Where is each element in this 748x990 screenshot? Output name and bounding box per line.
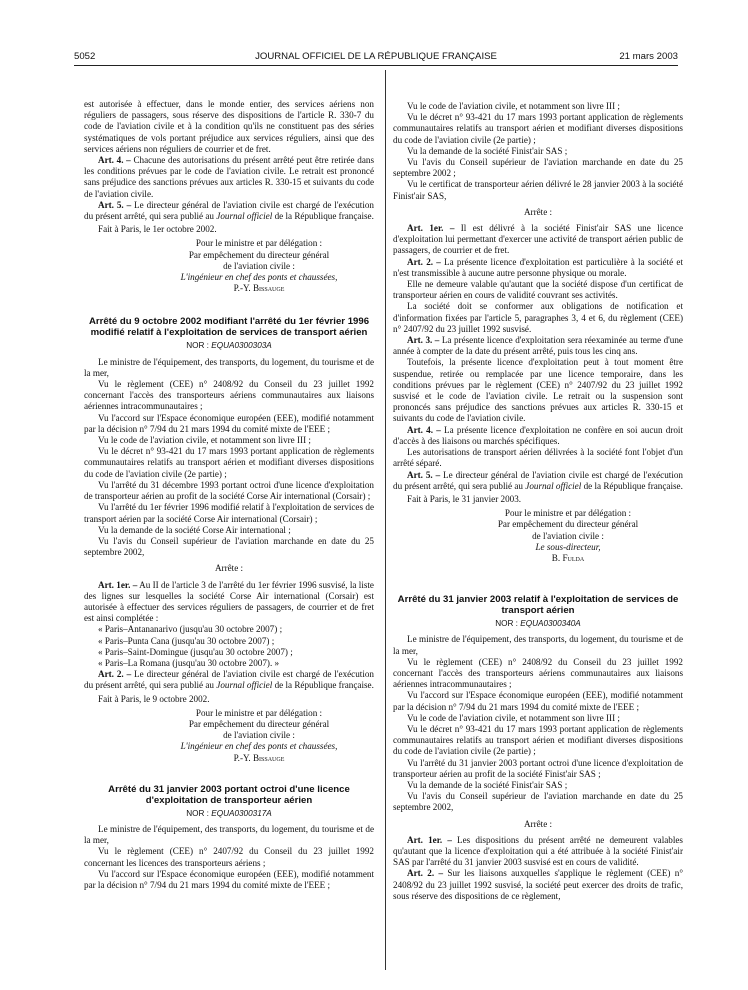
paragraph: Les autorisations de transport aérien délivrées à la société font l'objet d'un arrêté séparé. — [393, 447, 683, 469]
visa-paragraph: Vu le certificat de transporteur aérien délivré le 28 janvier 2003 à la société Finist'air SAS, — [393, 179, 683, 201]
visa-paragraph: Vu l'accord sur l'Espace économique européen (EEE), modifié notamment par la décision n° 7/94 du 21 mars 1994 du comité mixte de l'EEE ; — [84, 412, 374, 434]
left-column — [84, 99, 374, 891]
nor-code: EQUA0300340A — [520, 619, 581, 629]
article-4 — [84, 155, 374, 200]
visas-list — [84, 824, 374, 891]
visas-list — [393, 101, 683, 202]
visas-list — [84, 357, 374, 559]
right-column — [393, 101, 683, 902]
signatory-name: B. Fulda — [551, 552, 585, 563]
journal-officiel-ref: Journal officiel — [216, 680, 273, 691]
article-3 — [393, 335, 683, 357]
decree-title: Arrêté du 31 janvier 2003 portant octroi d'une licence d'exploitation de transporteur aérien — [108, 783, 350, 806]
article-text: Le directeur général de l'aviation civile est chargé de l'exécution du présent arrêté, qui sera publié au — [84, 199, 374, 222]
visa-paragraph: Vu la demande de la société Finist'air SAS ; — [407, 779, 568, 790]
article-text: Le directeur général de l'aviation civile est chargé de l'exécution du présent arrêté, qui sera publié au — [393, 469, 683, 491]
nor-reference — [84, 808, 374, 819]
article-text: La présente licence d'exploitation ne confère en soi aucun droit d'accès à des liaisons ou marchés spécifiques. — [393, 424, 683, 446]
route-item: « Paris–Antananarivo (jusqu'au 30 octobre 2007) ; — [98, 624, 283, 635]
signatory-name: P.-Y. Bissauge — [233, 752, 285, 763]
visa-paragraph: Vu la demande de la société Corse Air international ; — [98, 524, 291, 535]
article-2 — [84, 669, 374, 691]
visa-paragraph: Vu le règlement (CEE) n° 2408/92 du Conseil du 23 juillet 1992 concernant l'accès des transporteurs aériens communautaires aux liaisons aériennes intracommunautaires ; — [84, 379, 374, 412]
visa-paragraph: Vu la demande de la société Finist'air SAS ; — [407, 145, 568, 156]
visa-paragraph: Vu l'avis du Conseil supérieur de l'aviation marchande en date du 25 septembre 2002 ; — [393, 157, 683, 179]
article-text: Il est délivré à la société Finist'air SAS une licence d'exploitation lui permettant d'exercer une activité de transport aérien public de passagers, de courrier et de fret. — [393, 223, 683, 256]
article-4 — [393, 425, 683, 447]
visa-paragraph: Vu l'arrêté du 31 janvier 2003 portant octroi d'une licence d'exploitation de transporteur aérien au profit de la société Finist'air SAS ; — [393, 757, 683, 779]
routes-list — [84, 624, 374, 669]
journal-title: JOURNAL OFFICIEL DE LA RÉPUBLIQUE FRANÇAISE — [255, 51, 497, 62]
article-5 — [393, 470, 683, 492]
article-label: Art. 1er. – — [98, 579, 138, 590]
journal-officiel-ref: Journal officiel — [216, 211, 273, 222]
signature-line: Par empêchement du directeur général — [188, 718, 330, 729]
nor-label: NOR : — [495, 619, 521, 629]
signature-line: de l'aviation civile : — [223, 260, 295, 271]
article-label: Art. 2. – — [407, 256, 441, 267]
decree-title: Arrêté du 31 janvier 2003 relatif à l'exploitation de services de transport aérien — [397, 594, 679, 617]
paragraph: La société doit se conformer aux obligations de notification et d'information fixées par l'article 5, paragraphes 3, 4 et 6, du règlement (CEE) n° 2407/92 du 23 juillet 1992 susvisé. — [393, 301, 683, 334]
article-label: Art. 3. – — [407, 335, 440, 346]
signature-block — [144, 238, 374, 294]
visa-paragraph: Le ministre de l'équipement, des transports, du logement, du tourisme et de la mer, — [393, 634, 683, 656]
visa-paragraph: Le ministre de l'équipement, des transports, du logement, du tourisme et de la mer, — [84, 823, 374, 846]
page-header — [74, 51, 678, 65]
article-text: La présente licence d'exploitation est particulière à la société et n'est transmissible à aucune autre personne physique ou morale. — [393, 256, 683, 278]
route-item: « Paris–Punta Cana (jusqu'au 30 octobre 2007) ; — [98, 635, 275, 646]
nor-reference — [84, 340, 374, 351]
article-1 — [393, 223, 683, 257]
fait-a-paris: Fait à Paris, le 1er octobre 2002. — [98, 224, 217, 235]
signature-block — [144, 708, 374, 764]
route-item: « Paris–Saint-Domingue (jusqu'au 30 octobre 2007) ; — [98, 646, 293, 657]
article-label: Art. 4. – — [98, 155, 131, 166]
article-text: La présente licence d'exploitation sera réexaminée au terme d'une année à compter de la date du présent arrêté, puis tous les cinq ans. — [393, 335, 683, 357]
signatory-name: P.-Y. Bissauge — [233, 283, 285, 294]
journal-officiel-ref: Journal officiel — [525, 480, 582, 491]
article-label: Art. 1er. – — [407, 834, 452, 845]
fait-a-paris: Fait à Paris, le 31 janvier 2003. — [407, 493, 522, 504]
signature-line: Pour le ministre et par délégation : — [195, 238, 323, 249]
visa-paragraph: Vu le code de l'aviation civile, et notamment son livre III ; — [407, 712, 620, 723]
visa-paragraph: Vu l'accord sur l'Espace économique européen (EEE), modifié notamment par la décision n° 7/94 du 21 mars 1994 du comité mixte de l'EEE ; — [84, 868, 374, 890]
article-text: Chacune des autorisations du présent arrêté peut être retirée dans les conditions prévues par le code de l'aviation civile. Le retrait est prononcé sans préjudice des sanctions prévues aux articles R. 330-15 et suivants du code de l'aviation civile. — [84, 155, 374, 199]
header-rule — [74, 65, 678, 66]
nor-label: NOR : — [186, 808, 212, 818]
article-text: Au II de l'article 3 de l'arrêté du 1er février 1996 susvisé, la liste des lignes sur lesquelles la société Corse Air international (Corsair) est autorisée à effectuer des services réguliers de passagers, de courrier et de fret est ainsi complétée : — [84, 579, 374, 624]
article-text: Le directeur général de l'aviation civile est chargé de l'exécution du présent arrêté, qui sera publié au — [84, 669, 374, 691]
signature-line: de l'aviation civile : — [223, 730, 295, 741]
article-text: Sur les liaisons auxquelles s'applique le règlement (CEE) n° 2408/92 du 23 juillet 1992 susvisé, la société peut exercer des droits de trafic, sous réserve des dispositions de ce règlement, — [393, 868, 683, 901]
signature-line: Par empêchement du directeur général — [497, 519, 639, 530]
visa-paragraph: Vu le décret n° 93-421 du 17 mars 1993 portant application de règlements communautaires relatifs au transport aérien et modifiant diverses dispositions du code de l'aviation civile (2e partie) ; — [393, 723, 683, 757]
signature-line: Par empêchement du directeur général — [188, 249, 330, 260]
nor-label: NOR : — [186, 341, 212, 351]
article-1 — [393, 835, 683, 869]
arrete-heading: Arrête : — [523, 818, 553, 829]
article-label: Art. 5. – — [98, 199, 132, 210]
visa-paragraph: Vu l'arrêté du 1er février 1996 modifié relatif à l'exploitation de services de transport aérien par la société Corse Air international (Corsair) ; — [84, 502, 374, 524]
signature-title: L'ingénieur en chef des ponts et chaussées, — [180, 741, 338, 752]
visa-paragraph: Vu l'accord sur l'Espace économique européen (EEE), modifié notamment par la décision n° 7/94 du 21 mars 1994 du comité mixte de l'EEE ; — [393, 690, 683, 712]
visa-paragraph: Vu le décret n° 93-421 du 17 mars 1993 portant application de règlements communautaires relatifs au transport aérien et modifiant diverses dispositions du code de l'aviation civile (2e partie) ; — [84, 446, 374, 479]
visas-list — [393, 634, 683, 813]
visa-paragraph: Vu le règlement (CEE) n° 2408/92 du Conseil du 23 juillet 1992 concernant l'accès des transporteurs aériens communautaires aux liaisons aériennes intracommunautaires ; — [393, 656, 683, 690]
issue-date: 21 mars 2003 — [619, 51, 678, 62]
nor-code: EQUA0300317A — [211, 808, 272, 818]
paragraph: Elle ne demeure valable qu'autant que la société dispose d'un certificat de transporteur aérien en cours de validité couvrant ses activités. — [393, 279, 683, 301]
nor-code: EQUA0300303A — [211, 341, 272, 351]
article-text: de la République française. — [581, 480, 683, 491]
page-number: 5052 — [74, 51, 96, 62]
visa-paragraph: Le ministre de l'équipement, des transports, du logement, du tourisme et de la mer, — [84, 356, 374, 378]
route-item: « Paris–La Romana (jusqu'au 30 octobre 2007). » — [98, 657, 280, 668]
nor-reference — [393, 618, 683, 629]
signature-title: Le sous-directeur, — [535, 541, 601, 552]
article-text: Les dispositions du présent arrêté ne demeurent valables qu'autant que la licence d'exploitation qui a été attribuée à la société Finist'air SAS par l'arrêté du 31 janvier 2003 susvisé est en cours de validité. — [393, 834, 683, 868]
article-text: de la République française. — [272, 211, 374, 222]
signature-line: Pour le ministre et par délégation : — [504, 508, 632, 519]
visa-paragraph: Vu l'avis du Conseil supérieur de l'aviation marchande en date du 25 septembre 2002, — [393, 791, 683, 813]
article-2 — [393, 868, 683, 902]
article-label: Art. 4. – — [407, 424, 441, 435]
arrete-heading: Arrête : — [523, 206, 553, 217]
visa-paragraph: Vu le code de l'aviation civile, et notamment son livre III ; — [98, 435, 311, 446]
article-label: Art. 2. – — [98, 669, 132, 680]
paragraph: Toutefois, la présente licence d'exploitation peut à tout moment être suspendue, retirée ou remplacée par une licence temporaire, dans les conditions prévues par le règlement (CEE) n° 2407/92 du 23 juillet 1992 susvisé et le code de l'aviation civile. Le retrait ou la suspension sont prononcés sans préjudice des sanctions prévues aux articles R. 330-15 et suivants du code de l'aviation civile. — [393, 357, 683, 424]
article-label: Art. 1er. – — [407, 223, 455, 234]
continued-paragraph: est autorisée à effectuer, dans le monde entier, des services aériens non réguliers de passagers, sous réserve des dispositions de l'article R. 330-7 du code de l'aviation civile et à la condition qu'ils ne constituent pas des séries systématiques de vols portant préjudice aux services réguliers, ainsi que des services aériens non réguliers de courrier et de fret. — [84, 99, 374, 154]
arrete-heading: Arrête : — [214, 563, 244, 574]
signature-line: de l'aviation civile : — [532, 530, 604, 541]
visa-paragraph: Vu le décret n° 93-421 du 17 mars 1993 portant application de règlements communautaires relatifs au transport aérien et modifiant diverses dispositions du code de l'aviation civile (2e partie) ; — [393, 112, 683, 145]
signature-title: L'ingénieur en chef des ponts et chaussées, — [180, 272, 338, 283]
column-divider — [385, 70, 386, 970]
article-5 — [84, 200, 374, 222]
visa-paragraph: Vu le règlement (CEE) n° 2407/92 du Conseil du 23 juillet 1992 concernant les licences des transporteurs aériens ; — [84, 846, 374, 868]
signature-line: Pour le ministre et par délégation : — [195, 707, 323, 718]
fait-a-paris: Fait à Paris, le 9 octobre 2002. — [98, 693, 210, 704]
article-1 — [84, 580, 374, 625]
article-text: de la République française. — [272, 680, 374, 691]
article-2 — [393, 257, 683, 279]
article-label: Art. 2. – — [407, 868, 444, 879]
decree-title: Arrêté du 9 octobre 2002 modifiant l'arrêté du 1er février 1996 modifié relatif à l'exploitation de services de transport aérien — [88, 316, 370, 339]
signature-block — [453, 508, 683, 564]
visa-paragraph: Vu le code de l'aviation civile, et notamment son livre III ; — [407, 101, 620, 111]
article-label: Art. 5. – — [407, 469, 441, 480]
visa-paragraph: Vu l'arrêté du 31 décembre 1993 portant octroi d'une licence d'exploitation de transporteur aérien au profit de la société Corse Air international (Corsair) ; — [84, 479, 374, 502]
visa-paragraph: Vu l'avis du Conseil supérieur de l'aviation marchande en date du 25 septembre 2002, — [84, 535, 374, 558]
